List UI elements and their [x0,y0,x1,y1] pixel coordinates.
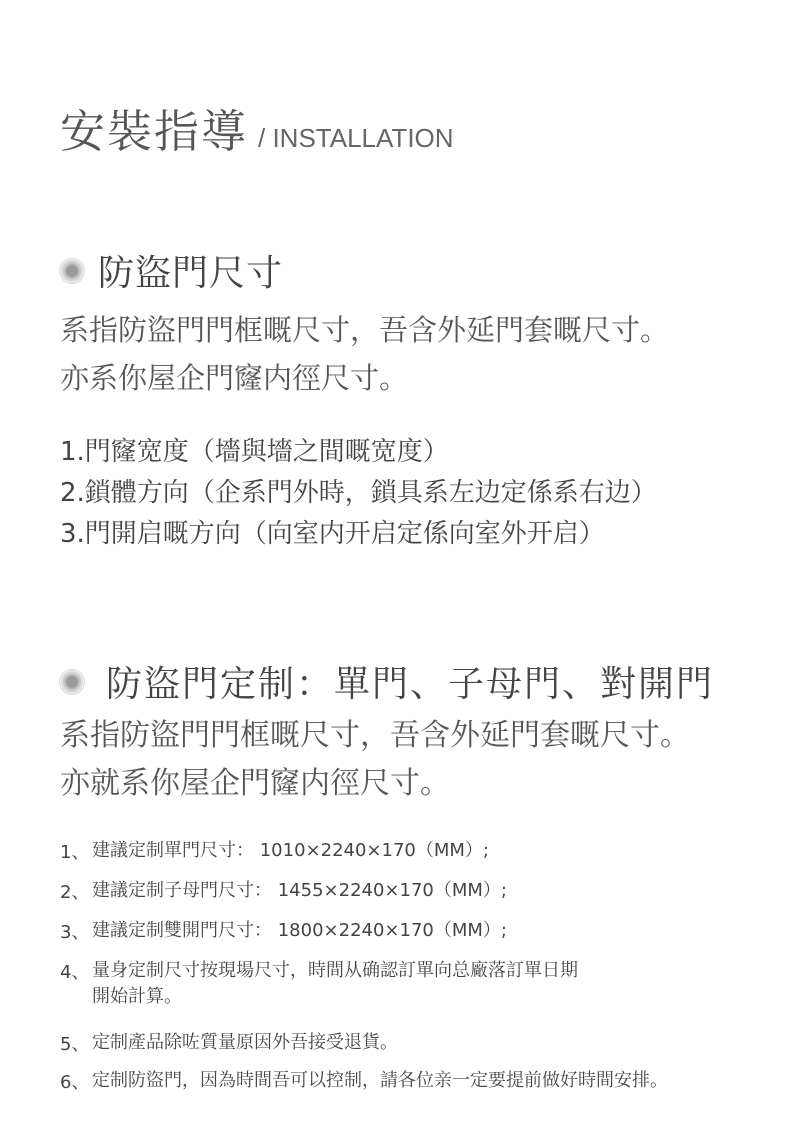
list-item-text: 建議定制雙開門尺寸： 1800×2240×170（MM）; [92,920,507,941]
list-item: 3.門開启嘅方向（向室内开启定係向室外开启） [60,519,605,549]
page-title: 安裝指導 [60,105,249,158]
section-custom-door-header [60,656,714,707]
list-item-text [92,958,780,1030]
intro-line: 系指防盜門門框嘅尺寸，吾含外延門套嘅尺寸。 [60,718,690,753]
list-item: 1.門窿宽度（墻與墻之間嘅宽度） [60,437,449,467]
list-item [60,878,780,918]
list-item-number: 4、 [60,962,90,983]
intro-line: 亦系你屋企門窿内徑尺寸。 [60,361,409,395]
list-item-number: 6、 [60,1072,90,1093]
section-custom-door-title: 防盜門定制：單門、子母門、對開門 [106,664,715,705]
list-item-text: 建議定制單門尺寸： 1010×2240×170（MM）; [92,840,489,861]
page-header [60,95,454,160]
list-item-line: 開始計算。 [92,986,182,1007]
section-door-size-list [60,432,657,555]
circle-bullet-icon [60,259,84,283]
section-door-size-header [60,245,283,296]
list-item-number: 1、 [60,842,90,863]
list-item [60,1030,780,1068]
page-subtitle: / INSTALLATION [258,123,454,153]
list-item: 2.鎖體方向（企系門外時，鎖具系左边定係系右边） [60,478,657,508]
circle-bullet-icon [60,670,84,694]
list-item [60,958,780,1030]
list-item-number: 5、 [60,1034,90,1055]
section-door-size-title: 防盜門尺寸 [98,253,284,294]
list-item-text: 定制產品除咗質量原因外吾接受退貨。 [92,1032,398,1053]
list-item-text: 建議定制子母門尺寸： 1455×2240×170（MM）; [92,880,507,901]
intro-line: 系指防盜門門框嘅尺寸，吾含外延門套嘅尺寸。 [60,313,670,347]
list-item-line: 量身定制尺寸按現場尺寸，時間从确認訂單向总廠落訂單日期 [92,960,578,981]
intro-line: 亦就系你屋企門窿内徑尺寸。 [60,766,450,801]
list-item-number: 3、 [60,922,90,943]
section-custom-door-list [60,838,780,1106]
list-item [60,918,780,958]
section-custom-door-intro [60,712,690,808]
list-item [60,1068,780,1106]
list-item-text: 定制防盜門，因為時間吾可以控制，請各位亲一定要提前做好時間安排。 [92,1070,668,1091]
list-item-number: 2、 [60,882,90,903]
list-item [60,838,780,878]
section-door-size-intro [60,306,669,402]
